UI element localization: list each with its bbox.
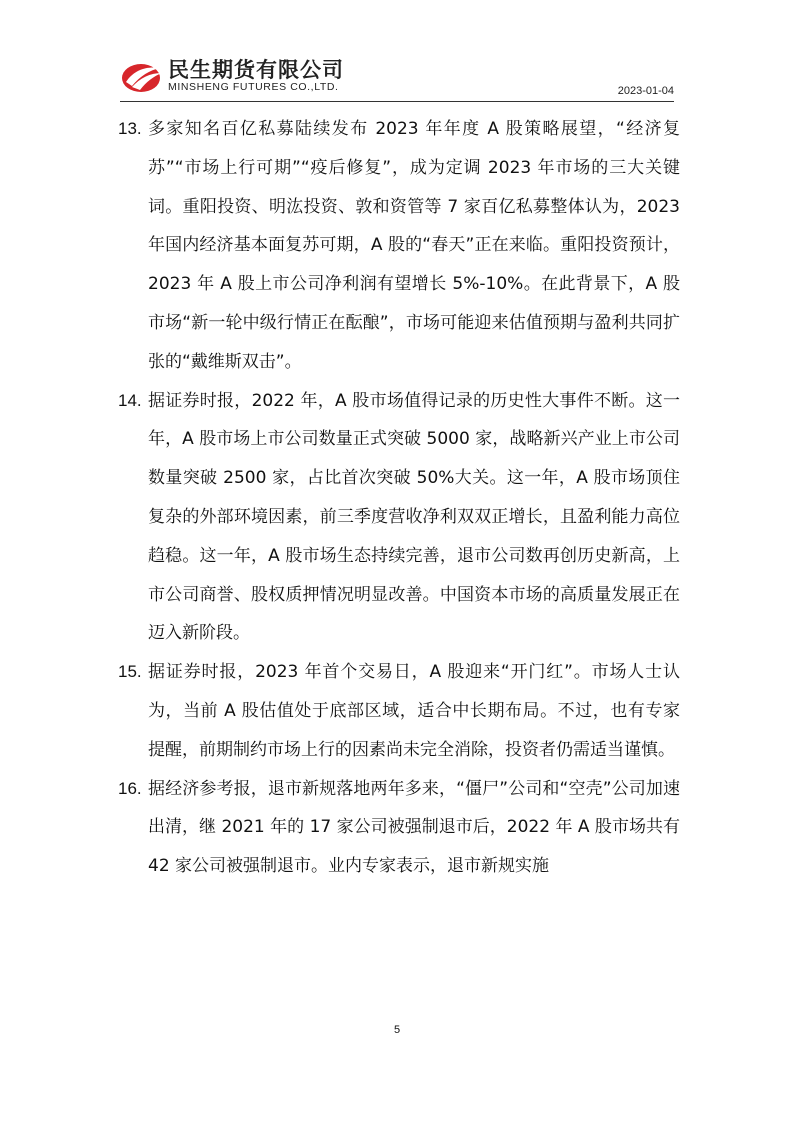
news-item-text: 据证券时报，2023 年首个交易日，A 股迎来“开门红”。市场人士认为，当前 A 股估值处于底部区域，适合中长期布局。不过，也有专家提醒，前期制约市场上行的因素尚未完全消除，投资者仍需适当谨慎。 <box>148 662 680 760</box>
news-item-number: 13. <box>118 119 142 138</box>
news-item-text: 据证券时报，2022 年，A 股市场值得记录的历史性大事件不断。这一年，A 股市场上市公司数量正式突破 5000 家，战略新兴产业上市公司数量突破 2500 家，占比首次突破 50%大关。这一年，A 股市场顶住复杂的外部环境因素，前三季度营收净利双双正增长，且盈利能力高位趋稳。这一年，A 股市场生态持续完善，退市公司数再创历史新高，上市公司商誉、股权质押情况明显改善。中国资本市场的高质量发展正在迈入新阶段。 <box>148 390 680 644</box>
news-item-text: 据经济参考报，退市新规落地两年多来，“僵尸”公司和“空壳”公司加速出清，继 2021 年的 17 家公司被强制退市后，2022 年 A 股市场共有 42 家公司被强制退市。业内专家表示，退市新规实施 <box>148 778 680 877</box>
page-number: 5 <box>393 1024 401 1036</box>
news-item-text: 多家知名百亿私募陆续发布 2023 年年度 A 股策略展望，“经济复苏”“市场上行可期”“疫后修复”，成为定调 2023 年市场的三大关键词。重阳投资、明汯投资、敦和资管等 7 家百亿私募整体认为，2023 年国内经济基本面复苏可期，A 股的“春天”正在来临。重阳投资预计，2023 年 A 股上市公司净利润有望增长 5%-10%。在此背景下，A 股市场“新一轮中级行情正在酝酿”，市场可能迎来估值预期与盈利共同扩张的“戴维斯双击”。 <box>148 119 680 372</box>
news-item-number: 14. <box>118 390 142 410</box>
news-item <box>118 653 680 769</box>
news-item-number: 16. <box>118 778 142 798</box>
news-item-number: 15. <box>118 662 142 682</box>
page-header <box>120 52 674 102</box>
news-item <box>118 770 680 886</box>
report-date: 2023-01-04 <box>617 85 674 97</box>
news-item <box>118 382 680 654</box>
company-name-en: MINSHENG FUTURES CO.,LTD. <box>168 81 339 93</box>
news-item <box>118 110 680 382</box>
company-name-cn: 民生期货有限公司 <box>168 58 344 82</box>
company-logo <box>120 52 380 98</box>
minsheng-logo-icon <box>120 56 164 96</box>
header-divider <box>120 101 674 102</box>
news-list <box>118 110 680 886</box>
